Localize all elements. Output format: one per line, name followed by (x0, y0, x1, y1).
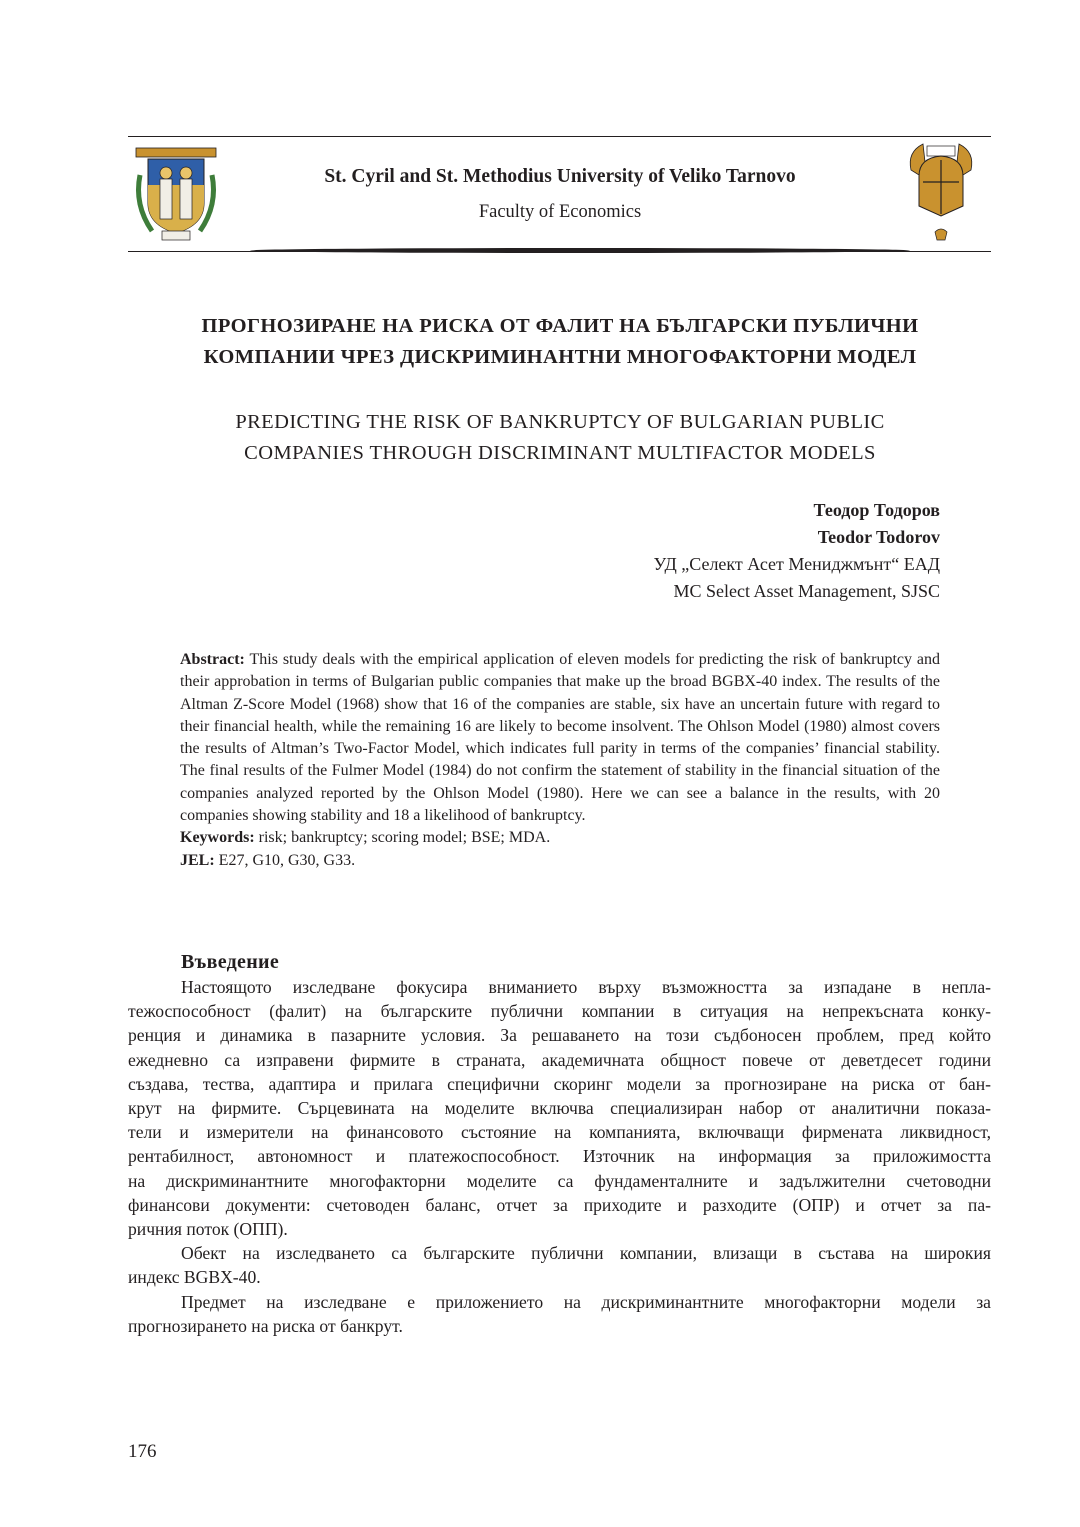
title-bg-line: ПРОГНОЗИРАНЕ НА РИСКА ОТ ФАЛИТ НА БЪЛГАРСКИ ПУБЛИЧНИ (201, 315, 919, 337)
title-en-line: COMPANIES THROUGH DISCRIMINANT MULTIFACTOR MODELS (244, 442, 876, 464)
abstract-label: Abstract: (180, 651, 245, 668)
paragraph-line: ренция и динамика в пазарните условия. За решаването на този съдбоносен проблем, пред който (128, 1025, 991, 1046)
faculty-emblem-logo (905, 140, 977, 248)
university-seal-logo (130, 145, 222, 245)
paragraph-line: тели и измерители на финансовото състояние на компанията, включващи фирмената ликвидност, (128, 1122, 991, 1143)
abstract-text: This study deals with the empirical application of eleven models for predicting the risk of bankruptcy and their approbation in terms of Bulgarian public companies that make up the broad BGBX-40 index. The results of the Altman Z-Score Model (1968) show that 16 of the companies are stable, six have an uncertain future with regard to their financial health, while the remaining 16 are likely to become insolvent. The Ohlson Model (1980) almost covers the results of Altman’s Two-Factor Model, which indicates full parity in terms of the companies’ financial stability. The final results of the Fulmer Model (1984) do not confirm the statement of stability in the financial situation of the companies analyzed reported by the Ohlson Model (1980). Here we can see a balance in the results, with 20 companies showing stability and 18 a likelihood of bankruptcy. (180, 651, 940, 825)
keywords-line (180, 827, 940, 849)
paragraph-line: Настоящото изследване фокусира вниманието върху възможността за изпадане в непла- (181, 977, 991, 997)
jel-line (180, 850, 940, 872)
intro-paragraph-3 (128, 1290, 991, 1338)
title-bulgarian (100, 311, 1020, 373)
university-name: St. Cyril and St. Methodius University of Veliko Tarnovo (324, 166, 796, 187)
author-name-bg: Теодор Тодоров (813, 500, 940, 520)
section-heading-introduction: Въведение (181, 951, 280, 973)
paragraph-line: крут на фирмите. Сърцевината на моделите включва специализиран набор от аналитични показа- (128, 1098, 991, 1119)
author-affiliation-bg: УД „Селект Асет Мениджмънт“ ЕАД (653, 554, 940, 574)
title-bg-line: КОМПАНИИ ЧРЕЗ ДИСКРИМИНАНТНИ МНОГОФАКТОРНИ МОДЕЛ (203, 346, 917, 368)
header-bottom-rule (128, 251, 991, 252)
page-number: 176 (128, 1441, 157, 1462)
paragraph-line: създава, тества, адаптира и прилага специфични скоринг модели за прогнозиране на риска от бан- (128, 1073, 991, 1094)
paragraph-line: индекс BGBX-40. (128, 1267, 261, 1288)
paragraph-line: рентабилност, автономност и платежоспособност. Източник на информация за приложимостта (128, 1146, 991, 1167)
faculty-name: Faculty of Economics (478, 202, 642, 222)
author-name-en: Teodor Todorov (817, 527, 940, 547)
intro-paragraph-2 (128, 1241, 991, 1289)
abstract-block (180, 649, 940, 872)
paragraph-line: тежоспособност (фалит) на българските публични компании в ситуация на непрекъсната конку- (128, 1001, 991, 1022)
jel-text: E27, G10, G30, G33. (214, 851, 356, 869)
paragraph-line: прогнозирането на риска от банкрут. (128, 1315, 403, 1336)
paragraph-line: Предмет на изследване е приложението на дискриминантните многофакторни модели за (181, 1291, 991, 1312)
jel-label: JEL: (180, 851, 215, 869)
paragraph-line: ежедневно са изправени фирмите в страната, академичната общност повече от деветдесет години (128, 1049, 991, 1070)
abstract-paragraph (180, 649, 940, 827)
paragraph-line: Обект на изследването са българските публични компании, влизащи в състава на широкия (181, 1243, 991, 1264)
introduction-body (128, 975, 991, 1338)
title-english (100, 407, 1020, 469)
intro-paragraph-1 (128, 975, 991, 1241)
title-en-line: PREDICTING THE RISK OF BANKRUPTCY OF BULGARIAN PUBLIC (235, 411, 885, 433)
keywords-label: Keywords: (180, 829, 255, 847)
paragraph-line: на дискриминантните многофакторни моделите са фундаменталните и задължителни счетоводни (128, 1170, 991, 1191)
author-block (654, 497, 940, 605)
header-top-rule (128, 136, 991, 137)
author-affiliation-en: MC Select Asset Management, SJSC (673, 581, 940, 601)
paragraph-line: ричния поток (ОПП). (128, 1219, 288, 1240)
keywords-text: risk; bankruptcy; scoring model; BSE; MDA. (254, 829, 551, 847)
paragraph-line: финансови документи: счетоводен баланс, отчет за приходите и разходите (ОПР) и отчет за па- (128, 1194, 991, 1215)
